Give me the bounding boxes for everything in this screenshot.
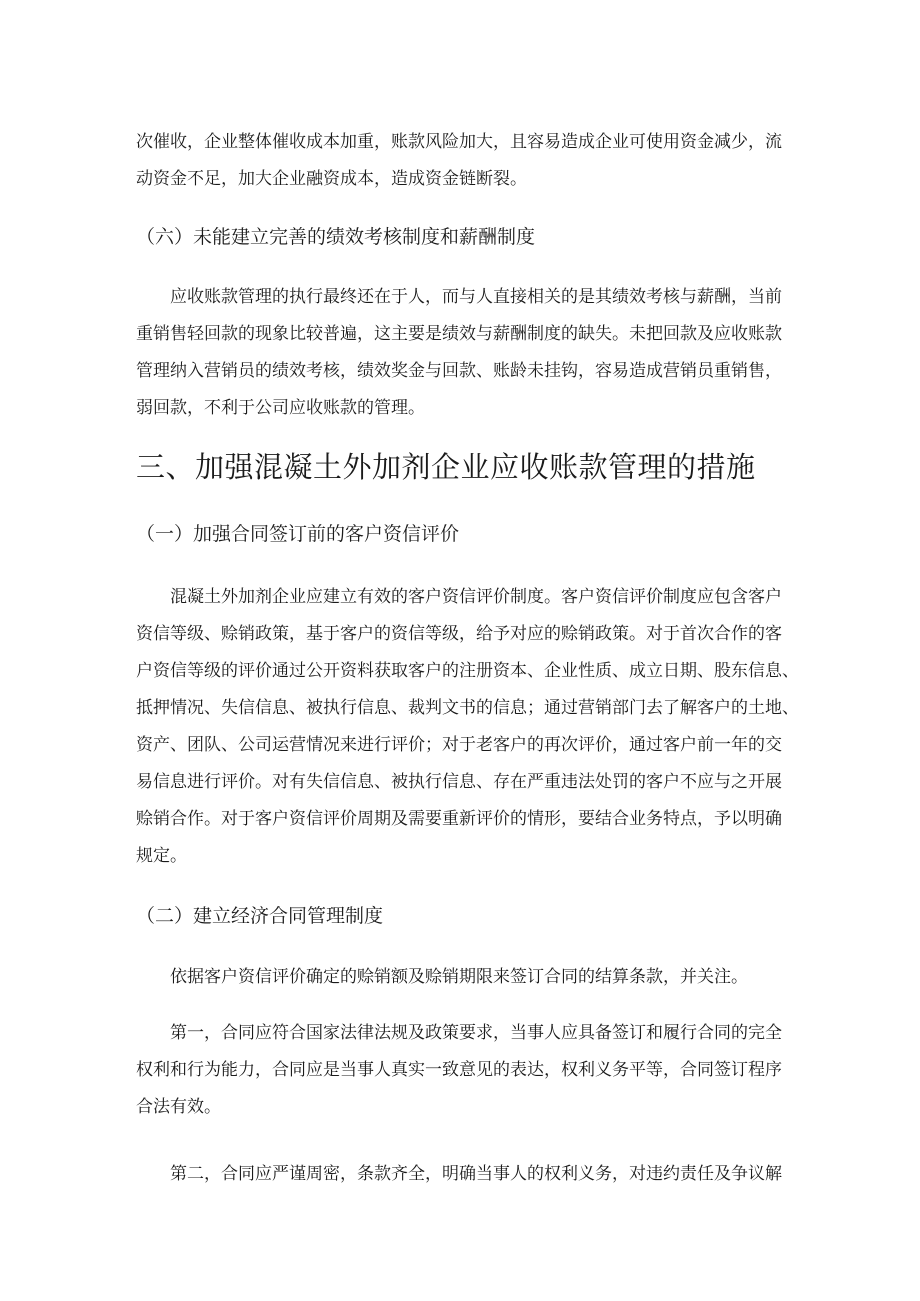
text-line: 权利和行为能力，合同应是当事人真实一致意见的表达，权利义务平等，合同签订程序 [136, 1060, 782, 1080]
paragraph-second [136, 1156, 796, 1193]
text-line: 次催收，企业整体催收成本加重，账款风险加大，且容易造成企业可使用资金减少，流 [136, 132, 782, 152]
subsection-heading-one: （一）加强合同签订前的客户资信评价 [136, 523, 460, 545]
text-line: 混凝土外加剂企业应建立有效的客户资信评价制度。客户资信评价制度应包含客户 [170, 587, 782, 607]
text-line: 易信息进行评价。对有失信信息、被执行信息、存在严重违法处罚的客户不应与之开展 [136, 772, 782, 792]
paragraph-credit-evaluation [136, 579, 799, 875]
text-line: 合法有效。 [136, 1097, 221, 1117]
text-line: 弱回款，不利于公司应收账款的管理。 [136, 398, 425, 418]
paragraph-performance [136, 279, 796, 427]
section-title-three: 三、加强混凝土外加剂企业应收账款管理的措施 [136, 450, 756, 484]
paragraph-contract-intro [136, 959, 796, 996]
text-line: 第一，合同应符合国家法律法规及政策要求，当事人应具备签订和履行合同的完全 [170, 1023, 782, 1043]
text-line: 动资金不足，加大企业融资成本，造成资金链断裂。 [136, 169, 527, 189]
paragraph-first [136, 1015, 796, 1126]
text-line: 依据客户资信评价确定的赊销额及赊销期限来签订合同的结算条款，并关注。 [170, 967, 748, 987]
text-line: 抵押情况、失信信息、被执行信息、裁判文书的信息；通过营销部门去了解客户的土地、 [136, 698, 799, 718]
text-line: 规定。 [136, 846, 187, 866]
text-line: 资信等级、赊销政策，基于客户的资信等级，给予对应的赊销政策。对于首次合作的客 [136, 624, 782, 644]
text-line: 赊销合作。对于客户资信评价周期及需要重新评价的情形，要结合业务特点，予以明确 [136, 809, 782, 829]
subsection-heading-two: （二）建立经济合同管理制度 [136, 905, 384, 927]
text-line: 第二，合同应严谨周密，条款齐全，明确当事人的权利义务，对违约责任及争议解 [170, 1164, 782, 1184]
text-line: 管理纳入营销员的绩效考核，绩效奖金与回款、账龄未挂钩，容易造成营销员重销售， [136, 361, 782, 381]
text-line: 户资信等级的评价通过公开资料获取客户的注册资本、企业性质、成立日期、股东信息、 [136, 661, 799, 681]
text-line: 资产、团队、公司运营情况来进行评价；对于老客户的再次评价，通过客户前一年的交 [136, 735, 782, 755]
text-line: 重销售轻回款的现象比较普遍，这主要是绩效与薪酬制度的缺失。未把回款及应收账款 [136, 324, 782, 344]
paragraph-continuation [136, 124, 796, 198]
subsection-heading-six: （六）未能建立完善的绩效考核制度和薪酬制度 [136, 226, 536, 248]
text-line: 应收账款管理的执行最终还在于人，而与人直接相关的是其绩效考核与薪酬，当前 [170, 287, 782, 307]
